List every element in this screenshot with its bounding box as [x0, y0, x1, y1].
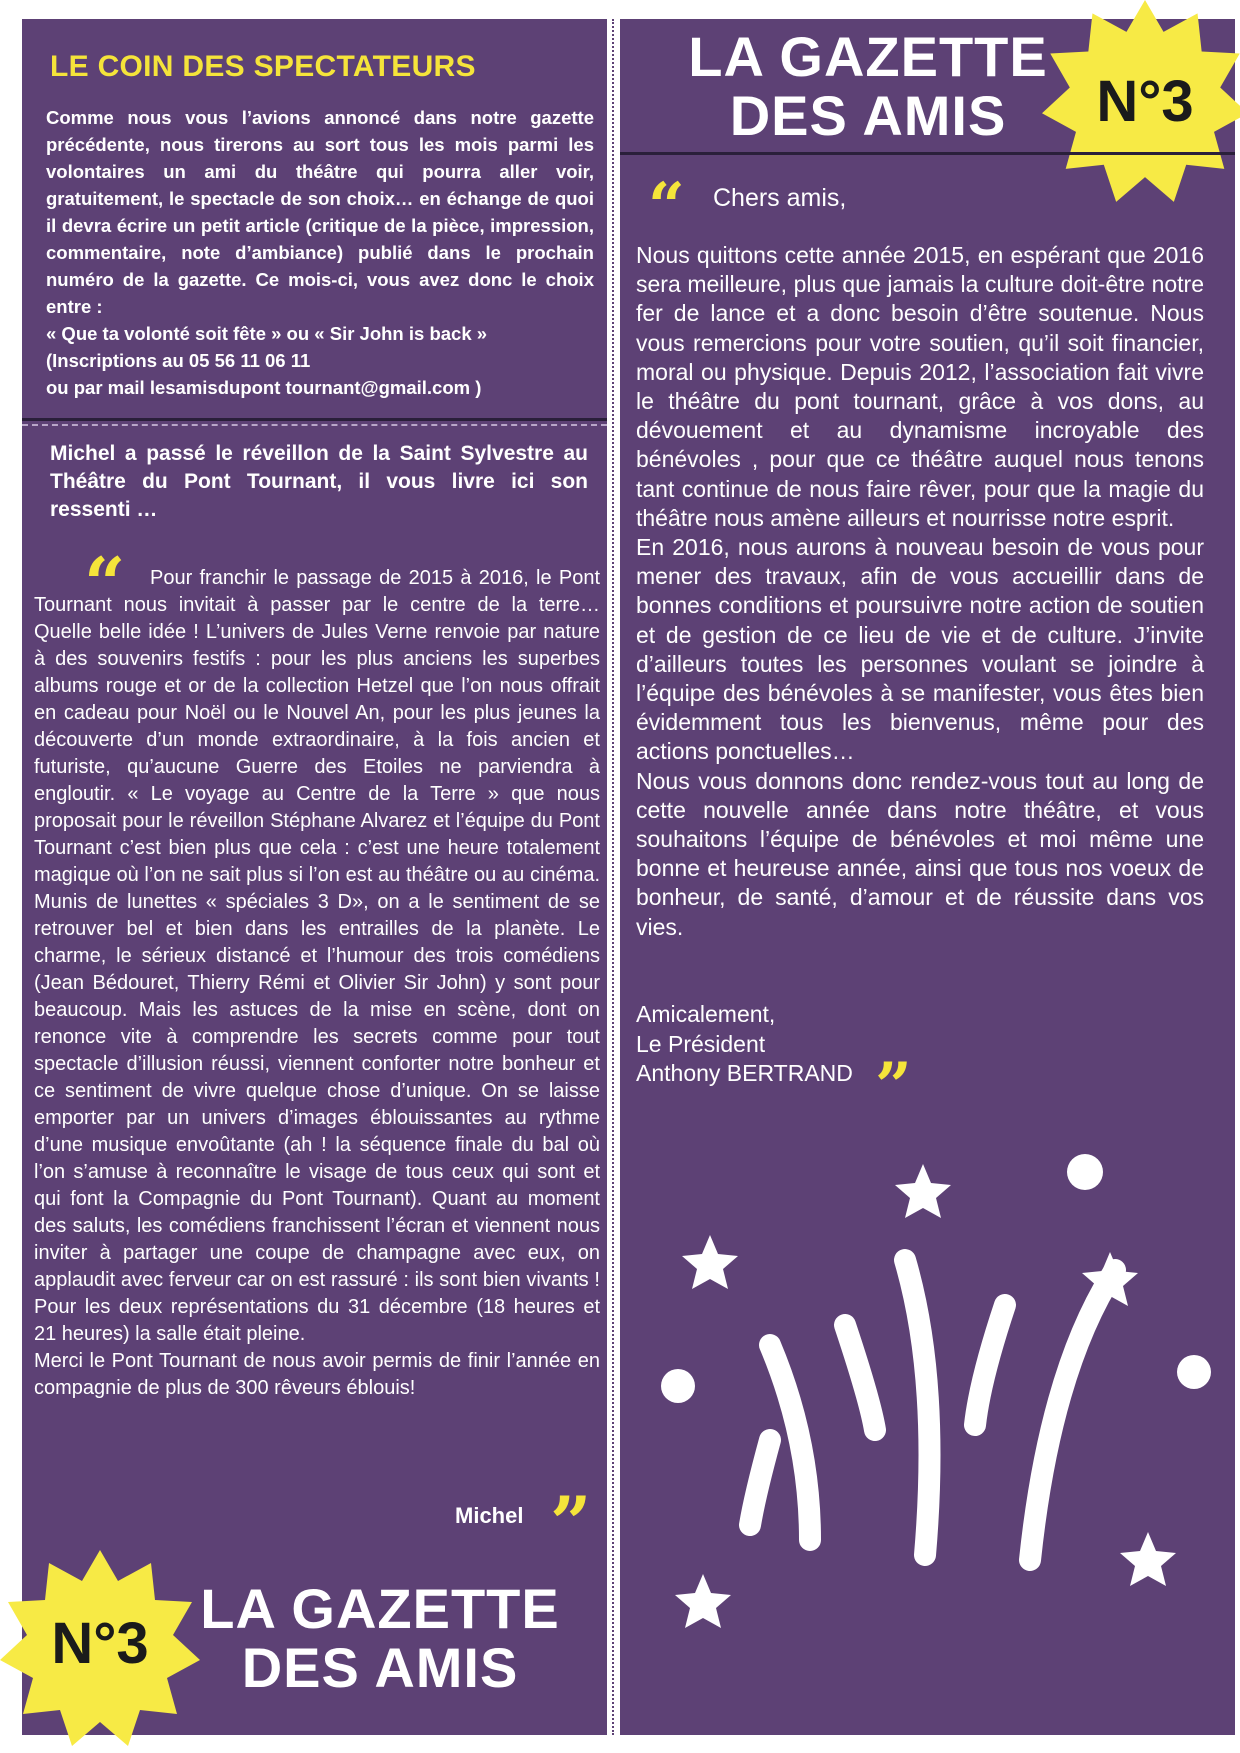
letter-close-quote: ”	[875, 1049, 912, 1124]
masthead-line2-bottom: DES AMIS	[241, 1635, 519, 1699]
coin-choices: « Que ta volonté soit fête » ou « Sir John is back »	[46, 323, 488, 344]
firework-star	[682, 1235, 738, 1289]
firework-trail-6	[750, 1440, 770, 1525]
coin-paragraph: Comme nous vous l’avions annoncé dans notre gazette précédente, nous tirerons au sort tous les mois parmi les volontaires un ami du théâtre qui pourra aller voir, gratuitement, le spectacle de son choix… en échange de quoi il devra écrire un petit article (critique de la pièce, impression, commentaire, note d’ambiance) publié dans le prochain numéro de la gazette. Ce mois-ci, vous avez donc le choix entre :	[46, 107, 594, 317]
masthead-line2-top: DES AMIS	[729, 83, 1007, 147]
firework-star	[675, 1574, 731, 1628]
coin-contact-phone: (Inscriptions au 05 56 11 06 11	[46, 350, 311, 371]
section-rule-dash	[22, 424, 607, 426]
article-intro: Michel a passé le réveillon de la Saint Sylvestre au Théâtre du Pont Tournant, il vous livre ici son ressenti …	[50, 442, 588, 521]
firework-dot	[661, 1369, 695, 1403]
firework-dot	[1177, 1355, 1211, 1389]
firework-trail-3	[905, 1260, 930, 1555]
firework-star	[895, 1164, 951, 1218]
firework-trail-4	[975, 1305, 1005, 1425]
letter-paragraph-1: Nous quittons cette année 2015, en espérant que 2016 sera meilleure, plus que jamais la culture doit-être notre fer de lance et a donc besoin d’être soutenue. Nous vous remercions pour votre soutien, qu’il soit financier, moral ou physique. Depuis 2012, l’association fait vivre le théâtre du pont tournant, grâce à vos dons, au dévouement et au dynamisme incroyable des bénévoles , pour que ce théâtre auquel nous tenons tant continue de nous faire rêver, pour que la magie du théâtre nous amène ailleurs et nourrisse notre esprit.	[636, 242, 1204, 531]
masthead-line1-top: LA GAZETTE	[688, 25, 1048, 88]
letter-closing-word: Amicalement,	[636, 1001, 776, 1027]
issue-number-bottom: N°3	[51, 1611, 149, 1676]
coin-body	[46, 104, 594, 401]
firework-star	[1120, 1532, 1176, 1586]
article-close-quote: ”	[550, 1480, 592, 1565]
article-paragraph-end: Merci le Pont Tournant de nous avoir permis de finir l’année en compagnie de plus de 300 rêveurs éblouis!	[34, 1350, 600, 1399]
firework-trail-5	[1030, 1270, 1115, 1560]
article-body	[34, 565, 600, 1402]
column-divider	[612, 19, 614, 1735]
coin-title: LE COIN DES SPECTATEURS	[50, 50, 476, 83]
masthead-bottom	[195, 1577, 565, 1699]
firework-dot	[1067, 1154, 1103, 1190]
masthead-rule	[620, 152, 1235, 155]
letter-paragraph-2: En 2016, nous aurons à nouveau besoin de vous pour mener des travaux, afin de vous accueillir dans de bonnes conditions et poursuivre notre action de soutien et de gestion de ce lieu de vie et de culture. J’invite d’ailleurs toutes les personnes voulant se joindre à l’équipe des bénévoles à se manifester, vous êtes bien évidemment tous les bienvenus, même pour des actions ponctuelles…	[636, 534, 1204, 765]
letter-salutation: Chers amis,	[713, 184, 847, 212]
letter-closing	[636, 1000, 853, 1089]
coin-contact-mail: ou par mail lesamisdupont tournant@gmail.com )	[46, 377, 482, 398]
article-open-quote: “	[84, 541, 126, 626]
section-rule-top	[22, 418, 607, 421]
letter-open-quote: “	[648, 169, 685, 244]
article-paragraph: Pour franchir le passage de 2015 à 2016, le Pont Tournant nous invitait à passer par le centre de la terre… Quelle belle idée ! L’univers de Jules Verne renvoie par nature à des souvenirs festifs : pour les plus anciens les superbes albums rouge et or de la collection Hetzel que l’on nous offrait en cadeau pour Noël ou le Nouvel An, pour les plus jeunes la découverte d’un monde extraordinaire, à la fois ancien et futuriste, qu’aucune Guerre des Etoiles ne parviendra à engloutir. « Le voyage au Centre de la Terre » que nous proposait pour le réveillon Stéphane Alvarez et l’équipe du Pont Tournant c’est bien plus que cela : c’est une heure totalement magique où l’on ne sait plus si l’on est au théâtre ou au cinéma. Munis de lunettes « spéciales 3 D», on a le sentiment de se retrouver bel et bien dans les entrailles de la planète. Le charme, le sérieux distancé et l’humour des trois comédiens (Jean Bédouret, Thierry Rémi et Olivier Sir John) y sont pour beaucoup. Mais les astuces de la mise en scène, dont on renonce vite à comprendre les secrets comme pour tout spectacle d’illusion réussi, viennent conforter notre bonheur et ce sentiment de vivre quelque chose d’unique. On se laisse emporter par un univers d’images éblouissantes au rythme d’une musique envoûtante (ah ! la séquence finale du bal où l’on s’amuse à reconnaître le visage de tous ceux qui sont et qui font la Compagnie du Pont Tournant). Quant au moment des saluts, les comédiens franchissent l’écran et viennent nous inviter à partager une coupe de champagne avec eux, on applaudit avec ferveur car on est rassuré : ils sont bien vivants ! Pour les deux représentations du 31 décembre (18 heures et 21 heures) la salle était pleine.	[34, 567, 600, 1345]
masthead-top	[668, 25, 1068, 147]
fireworks-illustration	[620, 1140, 1235, 1660]
letter-role: Le Président	[636, 1030, 766, 1057]
masthead-line1-bottom: LA GAZETTE	[200, 1577, 560, 1640]
letter-body	[636, 241, 1204, 942]
letter-author: Anthony BERTRAND	[636, 1060, 853, 1086]
letter-paragraph-3: Nous vous donnons donc rendez-vous tout au long de cette nouvelle année dans notre théâtre, et vous souhaitons l’équipe de bénévoles et moi même une bonne et heureuse année, ainsi que tous nos voeux de bonheur, de santé, d’amour et de réussite dans vos vies.	[636, 767, 1204, 940]
article-signature: Michel	[455, 1503, 524, 1528]
firework-trail-2	[845, 1325, 875, 1430]
issue-number-top: N°3	[1096, 69, 1194, 134]
